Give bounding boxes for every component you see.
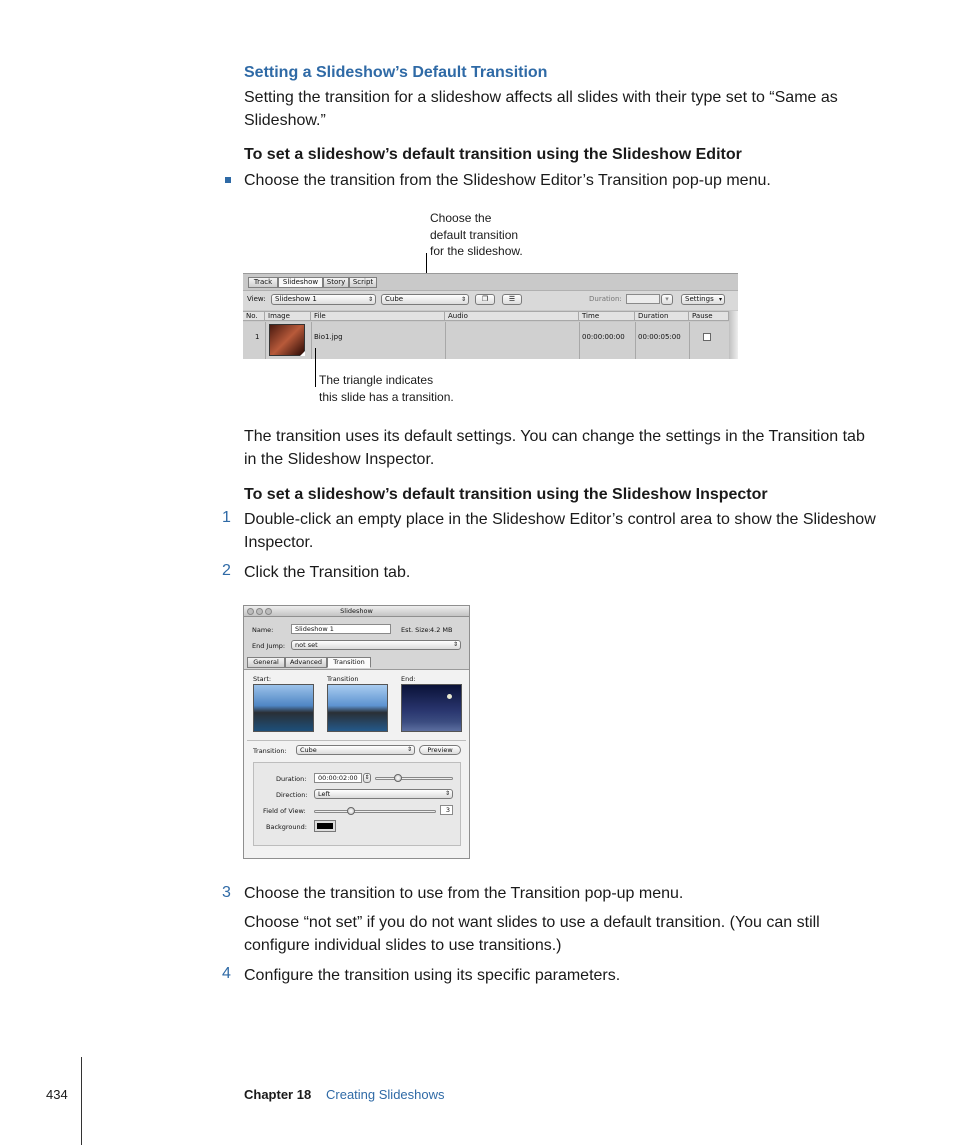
inspector-task-heading: To set a slideshow’s default transition using the Slideshow Inspector	[244, 486, 768, 503]
duration-field[interactable]	[626, 294, 660, 304]
window-title: Slideshow	[340, 607, 373, 615]
callout-bottom-line: this slide has a transition.	[319, 389, 454, 404]
tab-story[interactable]: Story	[323, 277, 349, 288]
page-number: 434	[46, 1087, 68, 1102]
step-number: 2	[222, 562, 231, 579]
row-duration: 00:00:05:00	[638, 333, 681, 341]
updown-icon: ⇕	[460, 296, 466, 303]
slideshow-editor	[243, 273, 738, 358]
direction-value: Left	[318, 790, 331, 798]
callout-bottom	[319, 372, 454, 405]
transition-value: Cube	[300, 746, 317, 754]
callout-top-line: Choose the	[430, 211, 492, 225]
tab-script[interactable]: Script	[349, 277, 377, 288]
col-no[interactable]: No.	[243, 312, 265, 321]
row-number: 1	[255, 333, 260, 341]
step-1-line-1: Double-click an empty place in the Slideshow Editor’s control area to show the Slideshow	[244, 511, 876, 528]
editor-task-bullet: Choose the transition from the Slideshow Editor’s Transition pop-up menu.	[244, 172, 771, 189]
callout-bottom-line: The triangle indicates	[319, 373, 434, 387]
slide-thumbnail[interactable]	[269, 324, 305, 356]
editor-task-heading: To set a slideshow’s default transition using the Slideshow Editor	[244, 146, 742, 163]
settings-label: Settings	[685, 295, 714, 303]
title-bar[interactable]	[244, 606, 469, 617]
view-value: Slideshow 1	[275, 295, 317, 303]
tab-general[interactable]: General	[247, 657, 285, 668]
tab-slideshow[interactable]: Slideshow	[278, 277, 323, 288]
transition-label: Transition:	[253, 747, 287, 755]
end-label: End:	[401, 675, 416, 683]
start-label: Start:	[253, 675, 272, 683]
pause-checkbox[interactable]	[703, 333, 711, 341]
background-label: Background:	[266, 823, 307, 831]
transition-popup[interactable]	[381, 294, 469, 305]
transition-popup[interactable]	[296, 745, 415, 755]
chevron-down-icon: ▾	[718, 296, 722, 303]
direction-popup[interactable]	[314, 789, 453, 799]
column-header-row	[243, 311, 738, 321]
transition-value: Cube	[385, 295, 404, 303]
duration-slider-knob[interactable]	[394, 774, 402, 782]
step-1-line-2: Inspector.	[244, 534, 314, 551]
settings-button[interactable]	[681, 294, 725, 305]
step-number: 1	[222, 509, 231, 526]
fov-field[interactable]: 3	[440, 805, 453, 815]
end-thumbnail	[401, 684, 462, 732]
col-duration[interactable]: Duration	[635, 312, 689, 321]
updown-icon: ⇕	[452, 641, 458, 648]
tab-transition[interactable]: Transition	[327, 657, 371, 668]
vertical-scrollbar[interactable]	[729, 311, 738, 359]
duration-slider[interactable]	[375, 777, 453, 780]
chapter-label: Chapter 18	[244, 1087, 312, 1102]
duration-label: Duration:	[589, 295, 622, 303]
copy-icon[interactable]: ❐	[475, 294, 495, 305]
color-swatch	[317, 823, 333, 829]
section-title: Setting a Slideshow’s Default Transition	[244, 64, 548, 81]
transition-triangle-icon	[300, 351, 305, 356]
col-image[interactable]: Image	[265, 312, 311, 321]
step-number: 3	[222, 884, 231, 901]
after-editor-line-2: in the Slideshow Inspector.	[244, 451, 435, 468]
col-audio[interactable]: Audio	[445, 312, 579, 321]
moon-icon	[447, 694, 452, 699]
end-jump-popup[interactable]	[291, 640, 461, 650]
parameters-box	[253, 762, 461, 846]
row-file: Bio1.jpg	[314, 333, 343, 341]
direction-label: Direction:	[276, 791, 308, 799]
name-field[interactable]: Slideshow 1	[291, 624, 391, 634]
after-editor-line-1: The transition uses its default settings. You can change the settings in the Transition tab	[244, 428, 865, 445]
inspector-tabs	[247, 657, 467, 669]
updown-icon: ⇕	[367, 296, 373, 303]
transition-pane	[244, 669, 469, 858]
step-3-text: Choose the transition to use from the Transition pop-up menu.	[244, 885, 684, 902]
fov-slider-knob[interactable]	[347, 807, 355, 815]
list-icon[interactable]: ☰	[502, 294, 522, 305]
tab-advanced[interactable]: Advanced	[285, 657, 327, 668]
end-jump-value: not set	[295, 641, 318, 649]
start-thumbnail	[253, 684, 314, 732]
col-pause[interactable]: Pause	[689, 312, 729, 321]
chapter-title: Creating Slideshows	[326, 1087, 445, 1102]
view-label: View:	[247, 295, 266, 303]
end-jump-label: End Jump:	[252, 642, 286, 650]
callout-top-line: default transition	[430, 227, 519, 242]
callout-bottom-leader	[315, 348, 316, 387]
duration-menu-icon[interactable]: ▾	[661, 294, 673, 305]
field-of-view-label: Field of View:	[263, 807, 306, 815]
note-line-1: Choose “not set” if you do not want slides to use a default transition. (You can still	[244, 914, 820, 931]
intro-line-1: Setting the transition for a slideshow affects all slides with their type set to “Same as	[244, 89, 838, 106]
footer-divider	[81, 1057, 82, 1145]
view-popup[interactable]	[271, 294, 376, 305]
note-line-2: configure individual slides to use transitions.)	[244, 937, 562, 954]
callout-top-line: for the slideshow.	[430, 244, 523, 258]
duration-label: Duration:	[276, 775, 307, 783]
preview-button[interactable]: Preview	[419, 745, 461, 755]
est-size-value: 4.2 MB	[430, 626, 453, 634]
step-number: 4	[222, 965, 231, 982]
slideshow-inspector	[243, 605, 470, 859]
col-time[interactable]: Time	[579, 312, 635, 321]
bullet-icon	[225, 177, 231, 183]
updown-icon: ⇕	[444, 790, 450, 797]
callout-top	[430, 210, 523, 260]
col-file[interactable]: File	[311, 312, 445, 321]
fov-slider[interactable]	[314, 810, 436, 813]
duration-field[interactable]: 00:00:02:00	[314, 773, 362, 783]
row-time: 00:00:00:00	[582, 333, 625, 341]
updown-icon: ⇕	[406, 746, 412, 753]
name-label: Name:	[252, 626, 274, 634]
est-size-label: Est. Size:	[401, 626, 431, 634]
step-4-text: Configure the transition using its specific parameters.	[244, 967, 621, 984]
step-2-text: Click the Transition tab.	[244, 564, 411, 581]
tab-track[interactable]: Track	[248, 277, 278, 288]
background-color-well[interactable]	[314, 820, 336, 832]
transition-thumbnail	[327, 684, 388, 732]
intro-line-2: Slideshow.”	[244, 112, 326, 129]
stepper-icon[interactable]: ⇕	[364, 774, 370, 781]
transition-preview-label: Transition	[327, 675, 359, 683]
